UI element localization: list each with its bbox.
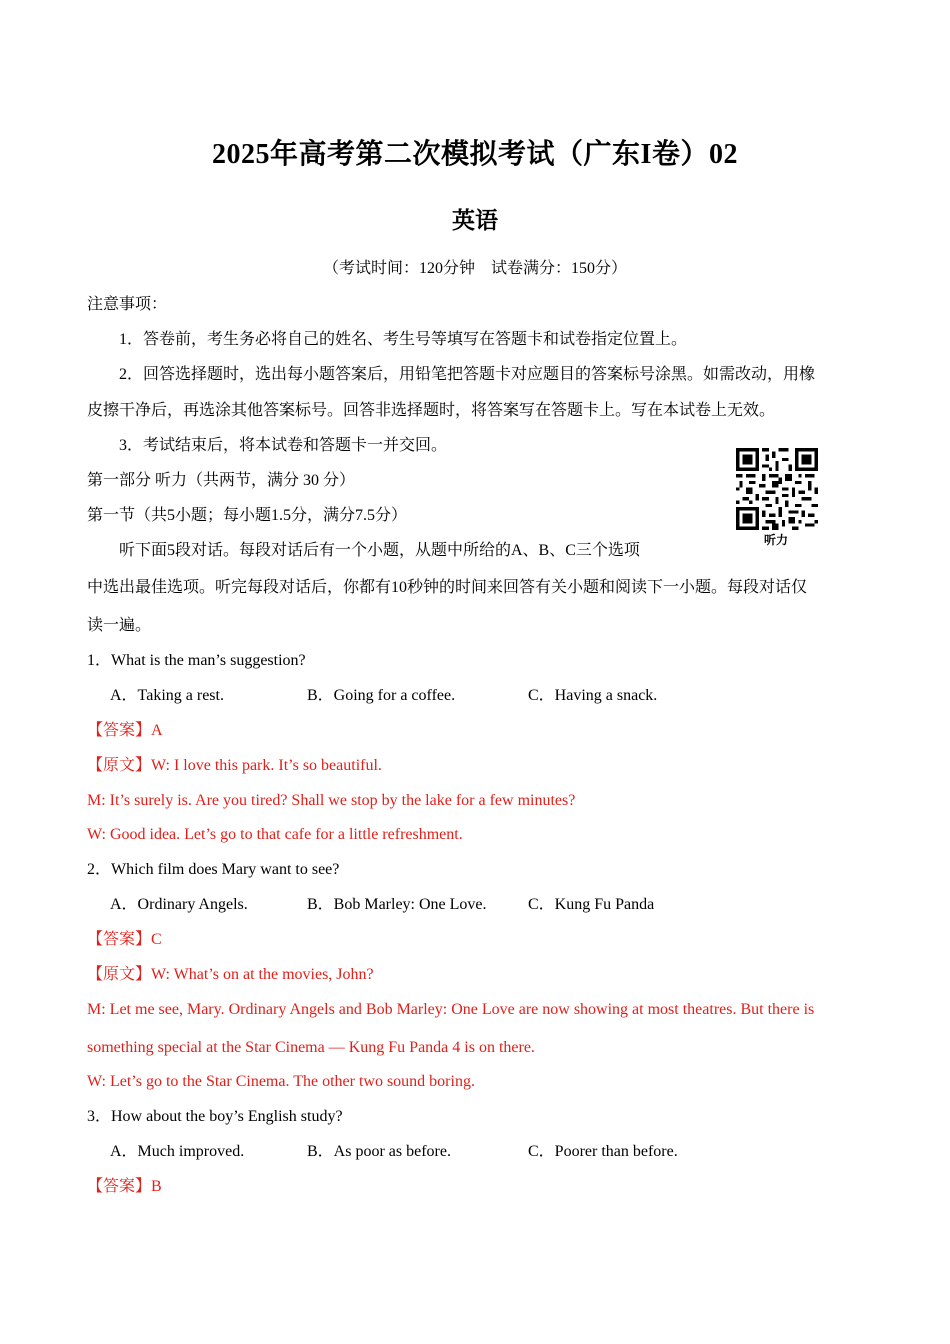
question-1-option-a: A．Taking a rest.: [110, 687, 224, 704]
question-2-script-line-3: something special at the Star Cinema — Kung Fu Panda 4 is on there.: [87, 1039, 535, 1056]
instruction-line-3: 读一遍。: [87, 617, 152, 634]
section1-heading: 第一节（共5小题；每小题1.5分，满分7.5分）: [87, 507, 408, 524]
question-2-script-line-1: 【原文】W: What’s on at the movies, John?: [87, 966, 374, 983]
question-2-answer: 【答案】C: [87, 931, 162, 948]
note-item-2-line-1: 2．回答选择题时，选出每小题答案后，用铅笔把答题卡对应题目的答案标号涂黑。如需改动，用橡: [119, 366, 816, 383]
instruction-line-2: 中选出最佳选项。听完每段对话后，你都有10秒钟的时间来回答有关小题和阅读下一小题。每段对话仅: [87, 579, 808, 596]
note-item-2-line-2: 皮擦干净后，再选涂其他答案标号。回答非选择题时，将答案写在答题卡上。写在本试卷上无效。: [87, 402, 776, 419]
question-3-answer: 【答案】B: [87, 1178, 162, 1195]
question-3-option-a: A．Much improved.: [110, 1143, 245, 1160]
instruction-line-1: 听下面5段对话。每段对话后有一个小题，从题中所给的A、B、C三个选项: [119, 542, 640, 559]
note-item-3: 3．考试结束后，将本试卷和答题卡一并交回。: [119, 437, 448, 454]
listening-qr-code-icon[interactable]: [736, 448, 818, 530]
qr-label: 听力: [764, 533, 789, 547]
question-2-option-c: C．Kung Fu Panda: [528, 896, 655, 913]
exam-info: （考试时间：120分钟 试卷满分：150分）: [322, 260, 627, 277]
question-1-option-c: C．Having a snack.: [528, 687, 658, 704]
question-1-script-line-3: W: Good idea. Let’s go to that cafe for a little refreshment.: [87, 826, 463, 843]
question-1-stem: 1．What is the man’s suggestion?: [87, 652, 306, 669]
question-3-option-b: B．As poor as before.: [307, 1143, 451, 1160]
notes-heading: 注意事项：: [87, 296, 168, 313]
question-2-option-b: B．Bob Marley: One Love.: [307, 896, 487, 913]
question-1-option-b: B．Going for a coffee.: [307, 687, 456, 704]
question-1-script-line-1: 【原文】W: I love this park. It’s so beautiful.: [87, 757, 382, 774]
question-1-script-line-2: M: It’s surely is. Are you tired? Shall we stop by the lake for a few minutes?: [87, 792, 576, 809]
part1-heading: 第一部分 听力（共两节，满分 30 分）: [87, 472, 356, 489]
question-3-stem: 3．How about the boy’s English study?: [87, 1108, 343, 1125]
question-2-stem: 2．Which film does Mary want to see?: [87, 861, 340, 878]
subject-title: 英语: [452, 208, 498, 233]
question-3-option-c: C．Poorer than before.: [528, 1143, 678, 1160]
page-title: 2025年高考第二次模拟考试（广东I卷）02: [212, 139, 738, 170]
question-1-answer: 【答案】A: [87, 722, 163, 739]
note-item-1: 1．答卷前，考生务必将自己的姓名、考生号等填写在答题卡和试卷指定位置上。: [119, 331, 688, 348]
question-2-option-a: A．Ordinary Angels.: [110, 896, 248, 913]
question-2-script-line-4: W: Let’s go to the Star Cinema. The other two sound boring.: [87, 1073, 475, 1090]
question-2-script-line-2: M: Let me see, Mary. Ordinary Angels and Bob Marley: One Love are now showing at most theatres. But there is: [87, 1001, 815, 1018]
